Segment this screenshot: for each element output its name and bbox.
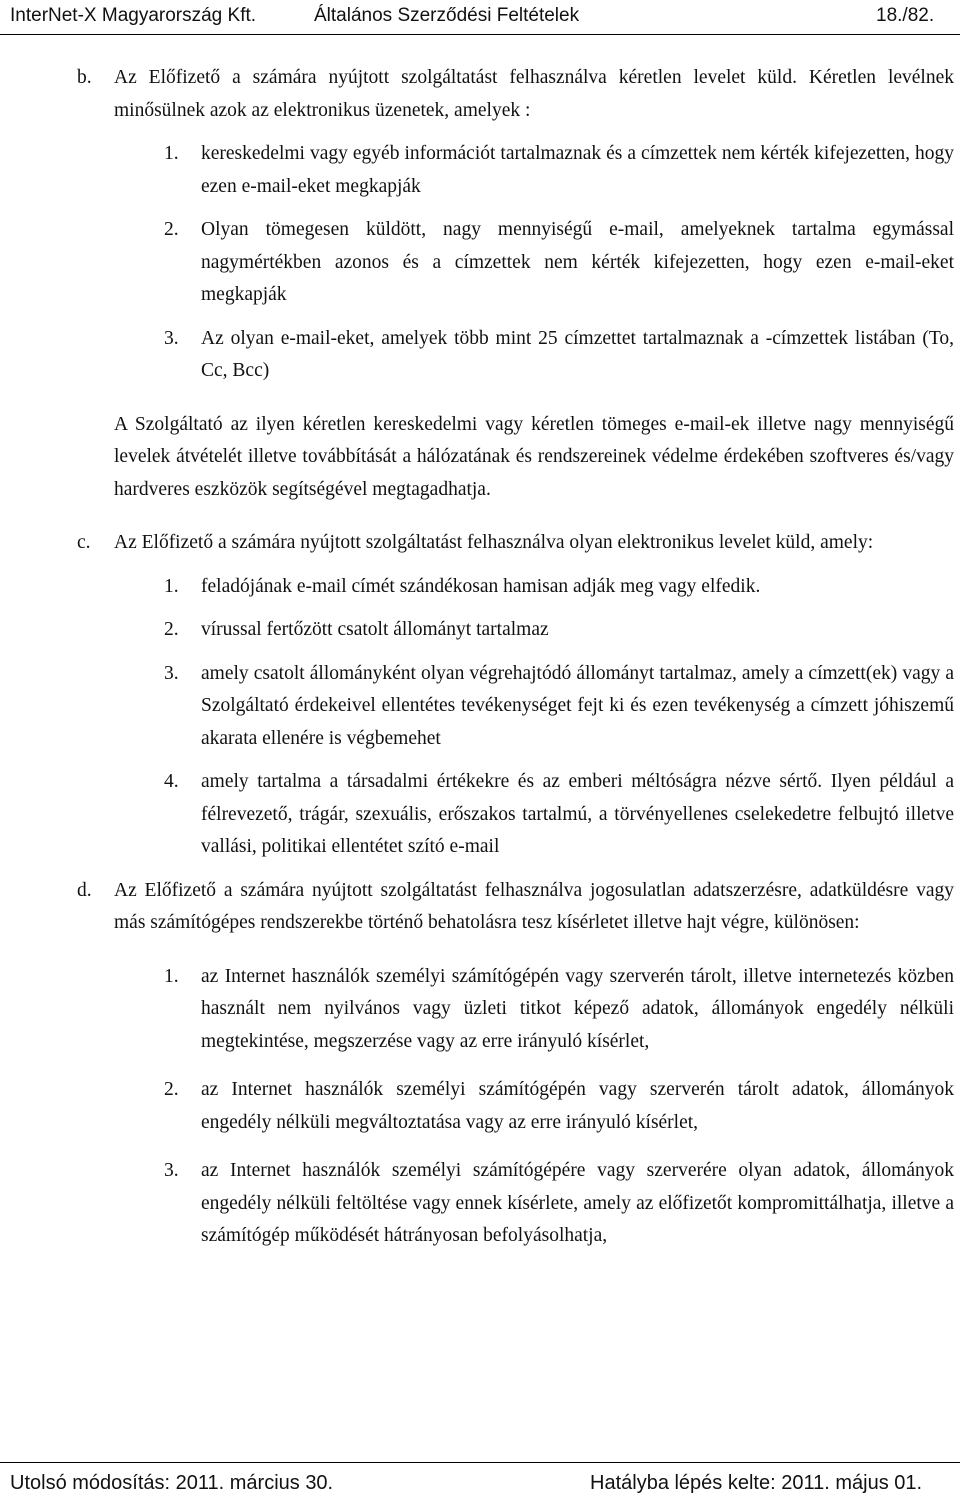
list-item-text: vírussal fertőzött csatolt állományt tartalmaz xyxy=(201,619,549,640)
list-item-text: amely tartalma a társadalmi értékekre és az emberi méltóságra nézve sértő. Ilyen például a félrevezető, trágár, szexuális, erőszakos tartalmú, a törvényellenes cselekedetre felbujtó illetve vallási, politikai ellentétet szító e-mail xyxy=(201,771,954,857)
header-company: InterNet-X Magyarország Kft. xyxy=(10,5,257,26)
section-b-closing-text: A Szolgáltató az ilyen kéretlen kereskedelmi vagy kéretlen tömeges e-mail-ek illetve nagy mennyiségű levelek átvételét illetve továbbítását a hálózatának és rendszereinek védelme érdekében szoftveres és/vagy hardveres eszközök segítségével megtagadhatja. xyxy=(114,413,954,500)
section-d-marker: d. xyxy=(77,879,92,901)
list-item-text: Olyan tömegesen küldött, nagy mennyiségű e-mail, amelyeknek tartalma egymással nagymértékben azonos és a címzettek nem kérték kifejezetten, hogy ezen e-mail-eket megkapják xyxy=(201,219,954,305)
section-d-text: Az Előfizető a számára nyújtott szolgáltatást felhasználva jogosulatlan adatszerzésre, adatküldésre vagy más számítógépes rendszerekbe történő behatolásra tesz kísérletet illetve hajt végre, különösen: xyxy=(114,879,954,933)
list-item-text: amely csatolt állományként olyan végrehajtódó állományt tartalmaz, amely a címzett(ek) vagy a Szolgáltató érdekeivel ellentétes tevékenységet fejt ki és ezen tevékenység a címzett jóhiszemű akarata ellenére is végbemehet xyxy=(201,662,954,749)
list-item-number: 1. xyxy=(164,143,179,164)
page-footer xyxy=(0,1462,960,1505)
list-item-number: 3. xyxy=(164,1160,179,1181)
list-item xyxy=(164,614,954,647)
section-c xyxy=(77,527,954,560)
section-b-closing xyxy=(114,409,954,507)
list-item-number: 1. xyxy=(164,575,179,597)
list-item-text: feladójának e-mail címét szándékosan hamisan adják meg vagy elfedik. xyxy=(201,575,761,597)
list-item-number: 1. xyxy=(164,965,179,987)
page-header xyxy=(0,0,960,35)
list-item-number: 3. xyxy=(164,662,179,684)
header-document-title: Általános Szerződési Feltételek xyxy=(314,5,580,26)
list-item-text: az Internet használók személyi számítógépén vagy szerverén tárolt adatok, állományok engedély nélküli megváltoztatása vagy az erre irányuló kísérlet, xyxy=(201,1079,954,1133)
section-b xyxy=(77,62,954,127)
section-c-text: Az Előfizető a számára nyújtott szolgáltatást felhasználva olyan elektronikus levelet küld, amely: xyxy=(114,532,874,553)
list-item xyxy=(164,658,954,756)
list-item-text: Az olyan e-mail-eket, amelyek több mint 25 címzettet tartalmaznak a -címzettek listában (To, Cc, Bcc) xyxy=(201,327,954,381)
section-d xyxy=(77,875,954,940)
list-item-text: az Internet használók személyi számítógépén vagy szerverén tárolt, illetve internetezés közben használt nem nyilvános vagy üzleti titkot képező adatok, állományok engedély nélküli megtekintése, megszerzése vagy az erre irányuló kísérlet, xyxy=(201,965,954,1052)
document-body xyxy=(0,62,960,1253)
header-page-number: 18./82. xyxy=(876,5,935,26)
list-item-number: 2. xyxy=(164,1079,179,1100)
list-item-text: az Internet használók személyi számítógépére vagy szerverére olyan adatok, állományok engedély nélküli feltöltése vagy ennek kísérlete, amely az előfizetőt kompromittálhatja, illetve a számítógép működését hátrányosan befolyásolhatja, xyxy=(201,1160,954,1246)
list-item xyxy=(164,138,954,203)
footer-modified-date: Utolsó módosítás: 2011. március 30. xyxy=(10,1472,334,1494)
list-item-number: 4. xyxy=(164,771,179,792)
list-item-number: 3. xyxy=(164,327,179,349)
section-c-marker: c. xyxy=(77,532,91,553)
footer-effective-date: Hatályba lépés kelte: 2011. május 01. xyxy=(590,1472,923,1494)
list-item xyxy=(164,571,954,604)
list-item xyxy=(164,214,954,312)
list-item xyxy=(164,1155,954,1253)
section-b-text: Az Előfizető a számára nyújtott szolgáltatást felhasználva kéretlen levelet küld. Kéretlen levélnek minősülnek azok az elektronikus üzenetek, amelyek : xyxy=(114,67,954,121)
list-item xyxy=(164,323,954,388)
list-item xyxy=(164,1074,954,1139)
list-item-text: kereskedelmi vagy egyéb információt tartalmaznak és a címzettek nem kérték kifejezetten, hogy ezen e-mail-eket megkapják xyxy=(201,143,954,197)
section-b-marker: b. xyxy=(77,67,92,88)
list-item-number: 2. xyxy=(164,619,179,640)
list-item xyxy=(164,961,954,1059)
list-item-number: 2. xyxy=(164,219,179,240)
list-item xyxy=(164,766,954,864)
